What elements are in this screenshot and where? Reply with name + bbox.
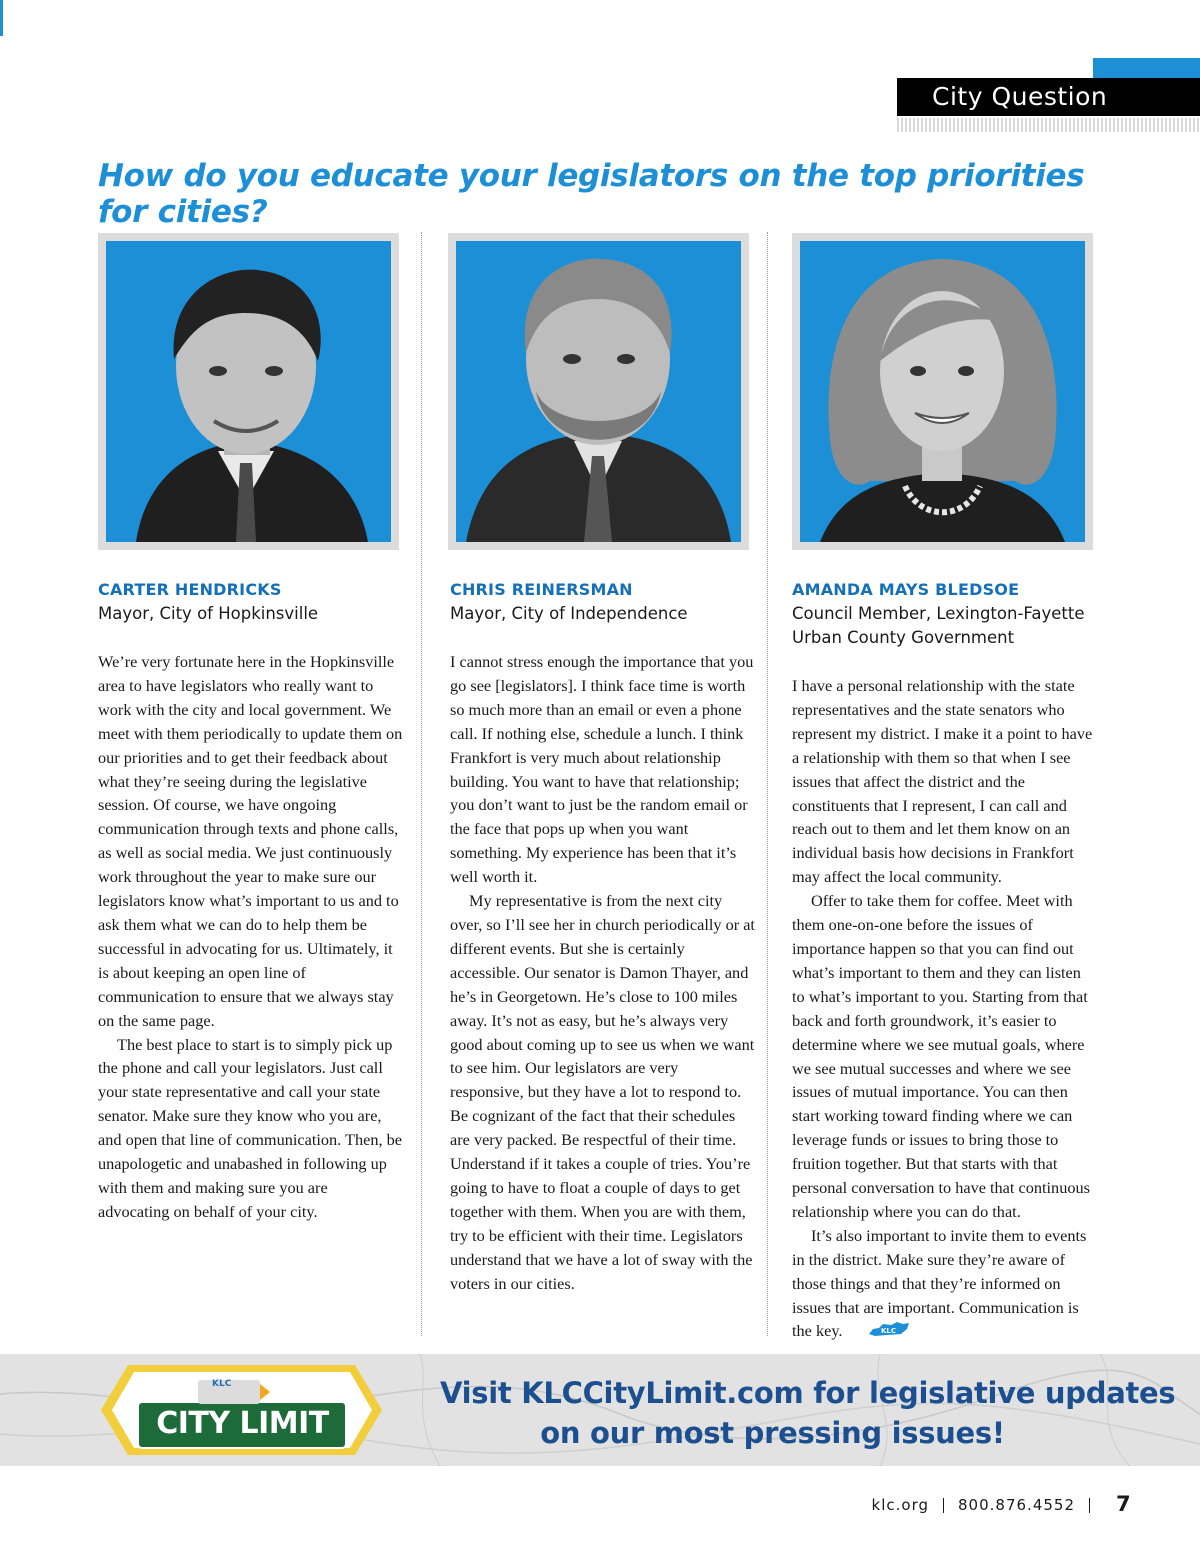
portrait-frame-bledsoe bbox=[792, 233, 1093, 550]
column-bledsoe bbox=[792, 578, 1095, 1345]
column-hendricks bbox=[98, 578, 403, 1224]
column-divider-1 bbox=[421, 232, 422, 1336]
response-text bbox=[792, 674, 1095, 1345]
footer-website[interactable]: klc.org bbox=[871, 1496, 930, 1514]
column-reinersman bbox=[450, 578, 755, 1295]
page-number: 7 bbox=[1116, 1492, 1131, 1516]
section-tab-stripes bbox=[897, 118, 1200, 132]
city-limit-klc-label: KLC bbox=[212, 1379, 232, 1389]
page-footer bbox=[872, 1496, 1104, 1514]
footer-phone[interactable]: 800.876.4552 bbox=[958, 1496, 1075, 1514]
speaker-name: CARTER HENDRICKS bbox=[98, 580, 282, 599]
city-limit-banner[interactable] bbox=[0, 1354, 1200, 1466]
section-tab: City Question bbox=[897, 78, 1200, 116]
response-text bbox=[450, 650, 755, 1295]
city-limit-logo-text: CITY LIMIT bbox=[156, 1406, 329, 1441]
footer-separator bbox=[1089, 1498, 1090, 1513]
paragraph: I cannot stress enough the importance that you go see [legislators]. I think face time is worth so much more than an email or even a phone call. If nothing else, schedule a lunch. I think Frankfort is very much about relationship building. You want to have that relationship; you don’t want to just be the random email or the face that pops up when you want something. My experience has been that it’s well worth it. bbox=[450, 652, 754, 887]
page-headline: How do you educate your legislators on the top priorities for cities? bbox=[98, 158, 1085, 230]
speaker-name: CHRIS REINERSMAN bbox=[450, 580, 633, 599]
paragraph bbox=[792, 1224, 1095, 1345]
speaker-title: Mayor, City of Independence bbox=[450, 604, 688, 623]
corner-mark bbox=[0, 0, 3, 36]
speaker-title: Mayor, City of Hopkinsville bbox=[98, 604, 319, 623]
speaker-name: AMANDA MAYS BLEDSOE bbox=[792, 580, 1020, 599]
klc-kentucky-end-mark-icon bbox=[848, 1320, 911, 1345]
speaker-title-line-2: Urban County Government bbox=[792, 628, 1015, 647]
paragraph: The best place to start is to simply pick up the phone and call your legislators. Just call your state representative and call your state senator. Make sure they know who you are, and open that line of communication. Then, be unapologetic and unabashed in following up with them and making sure you are advocating on behalf of your city. bbox=[98, 1034, 402, 1221]
banner-headline-line-2: on our most pressing issues! bbox=[540, 1416, 1005, 1450]
paragraph: I have a personal relationship with the state representatives and the state senators who represent my district. I make it a point to have a relationship with them so that when I see issues that affect the district and the constituents that I represent, I can call and reach out to them and let them know on an individual basis how decisions in Frankfort may affect the local community. bbox=[792, 676, 1093, 887]
paragraph: We’re very fortunate here in the Hopkinsville area to have legislators who really want to work with the city and local government. We meet with them periodically to update them on our priorities and to get their feedback about what they’re seeing during the legislative session. Of course, we have ongoing communication through texts and phone calls, as well as social media. We just continuously work throughout the year to make sure our legislators know what’s important to us and to ask them what we can do to help them be successful in advocating for us. Ultimately, it is about keeping an open line of communication to ensure that we always stay on the same page. bbox=[98, 652, 403, 1030]
portrait-bledsoe bbox=[800, 241, 1085, 542]
portrait-reinersman bbox=[456, 241, 741, 542]
footer-separator bbox=[943, 1498, 944, 1513]
paragraph: Offer to take them for coffee. Meet with them one-on-one before the issues of importance happen so that you can find out what’s important to them and they can listen to what’s important to you. Starting from that back and forth groundwork, it’s easier to determine where we see mutual goals, where we see mutual successes and where we see issues of mutual importance. You can then start working toward finding where we can leverage funds or issues to bring those to fruition together. But that starts with that personal conversation to have that continuous relationship where you can do that. bbox=[792, 891, 1090, 1221]
paragraph: My representative is from the next city over, so I’ll see her in church periodically or at different events. But she is certainly accessible. Our senator is Damon Thayer, and he’s in Georgetown. He’s close to 100 miles away. It’s not as easy, but he’s always very good about coming up to see us when we want to see him. Our legislators are very responsive, but they have a lot to respond to. Be cognizant of the fact that their schedules are very packed. Be respectful of their time. Understand if it takes a couple of tries. You’re going to have to float a couple of days to get together with them. When you are with them, try to be efficient with their time. Legislators understand that we have a lot of sway with the voters in our cities. bbox=[450, 891, 755, 1293]
column-divider-2 bbox=[767, 232, 768, 1336]
portrait-frame-reinersman bbox=[448, 233, 749, 550]
response-text bbox=[98, 650, 403, 1224]
portrait-frame-hendricks bbox=[98, 233, 399, 550]
section-tab-accent bbox=[1093, 58, 1200, 78]
portrait-hendricks bbox=[106, 241, 391, 542]
end-mark-label: KLC bbox=[881, 1327, 897, 1336]
banner-headline-line-1[interactable]: Visit KLCCityLimit.com for legislative updates bbox=[440, 1376, 1176, 1410]
paragraph-text: It’s also important to invite them to events in the district. Make sure they’re aware of those things and that they’re informed on issues that are important. Communication is the key. bbox=[792, 1225, 1087, 1341]
speaker-title: Council Member, Lexington-Fayette bbox=[792, 604, 1085, 623]
